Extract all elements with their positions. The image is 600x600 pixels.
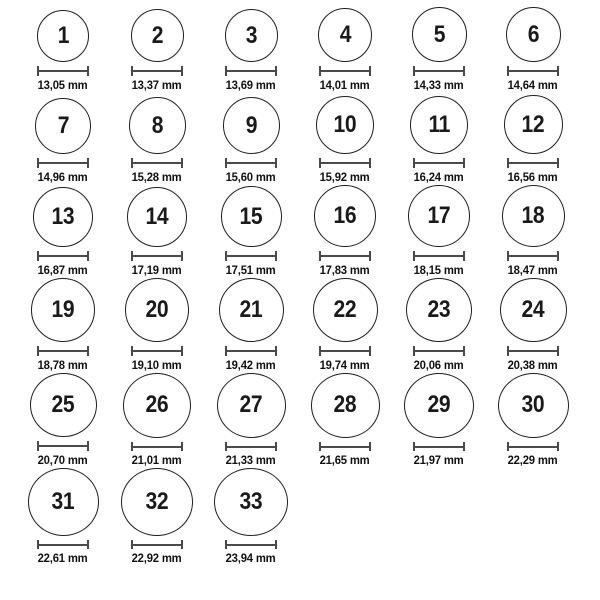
ring-size-number: 14 bbox=[145, 203, 169, 230]
ring-size-number: 10 bbox=[333, 111, 357, 138]
diameter-ruler-icon bbox=[413, 158, 465, 168]
ring-circle bbox=[225, 9, 278, 62]
ring-circle bbox=[123, 373, 191, 438]
ring-size-item bbox=[392, 278, 486, 373]
ring-size-number: 11 bbox=[428, 111, 450, 138]
ring-size-number: 20 bbox=[145, 296, 169, 323]
ring-circle bbox=[37, 10, 89, 62]
ring-size-item bbox=[110, 373, 204, 468]
ring-size-item bbox=[486, 185, 580, 278]
diameter-label: 17,19 mm bbox=[132, 263, 182, 277]
ring-circle bbox=[217, 373, 286, 438]
ring-size-number: 31 bbox=[51, 487, 75, 515]
ring-size-number: 17 bbox=[427, 202, 451, 229]
ring-circle bbox=[223, 97, 280, 154]
ring-size-number: 12 bbox=[521, 110, 545, 138]
ring-circle bbox=[316, 96, 374, 154]
diameter-label: 18,15 mm bbox=[414, 263, 464, 277]
ring-size-number: 32 bbox=[145, 487, 169, 515]
ring-circle bbox=[31, 278, 95, 342]
ring-circle bbox=[129, 97, 186, 154]
diameter-ruler-icon bbox=[225, 442, 277, 451]
ring-size-number: 21 bbox=[239, 296, 263, 324]
ring-circle bbox=[502, 185, 565, 247]
ring-size-number: 26 bbox=[145, 391, 169, 419]
ring-size-number: 19 bbox=[51, 296, 75, 323]
ring-size-number: 4 bbox=[339, 21, 351, 48]
diameter-label: 16,24 mm bbox=[414, 170, 464, 184]
diameter-ruler-icon bbox=[225, 346, 277, 356]
diameter-label: 17,83 mm bbox=[320, 263, 370, 277]
ring-circle bbox=[33, 187, 93, 247]
diameter-label: 18,78 mm bbox=[38, 358, 88, 372]
ring-size-item bbox=[392, 6, 486, 93]
diameter-label: 15,60 mm bbox=[226, 170, 276, 184]
diameter-label: 21,33 mm bbox=[226, 453, 276, 467]
diameter-ruler-icon bbox=[225, 540, 277, 549]
diameter-ruler-icon bbox=[507, 158, 559, 168]
ring-size-number: 28 bbox=[333, 391, 357, 419]
diameter-label: 21,97 mm bbox=[414, 453, 464, 467]
ring-circle bbox=[408, 185, 470, 247]
diameter-ruler-icon bbox=[131, 158, 183, 168]
diameter-ruler-icon bbox=[319, 346, 371, 356]
diameter-label: 22,29 mm bbox=[508, 453, 558, 467]
diameter-ruler-icon bbox=[131, 66, 183, 76]
diameter-ruler-icon bbox=[319, 66, 371, 76]
diameter-label: 16,56 mm bbox=[508, 170, 558, 184]
diameter-label: 19,42 mm bbox=[226, 358, 276, 372]
ring-size-number: 16 bbox=[333, 202, 357, 229]
ring-size-number: 2 bbox=[151, 21, 163, 49]
ring-size-item bbox=[486, 373, 580, 468]
ring-size-item bbox=[110, 278, 204, 373]
ring-circle bbox=[30, 373, 97, 437]
ring-circle bbox=[131, 9, 184, 62]
diameter-label: 16,87 mm bbox=[38, 263, 88, 277]
ring-size-item bbox=[16, 278, 110, 373]
ring-circle bbox=[121, 468, 193, 536]
ring-size-item bbox=[16, 6, 110, 93]
ring-circle bbox=[500, 278, 567, 342]
ring-size-item bbox=[298, 185, 392, 278]
diameter-ruler-icon bbox=[225, 251, 277, 261]
ring-circle bbox=[35, 98, 91, 154]
ring-circle bbox=[406, 278, 472, 342]
ring-size-item bbox=[110, 93, 204, 185]
ring-size-item bbox=[110, 6, 204, 93]
ring-size-number: 1 bbox=[57, 22, 69, 49]
diameter-label: 22,92 mm bbox=[132, 551, 182, 565]
ring-size-number: 25 bbox=[51, 391, 75, 419]
ring-size-number: 15 bbox=[239, 202, 263, 230]
ring-circle bbox=[311, 373, 380, 438]
diameter-label: 19,10 mm bbox=[132, 358, 182, 372]
ring-size-item bbox=[298, 278, 392, 373]
ring-size-item bbox=[298, 93, 392, 185]
diameter-ruler-icon bbox=[37, 66, 89, 76]
ring-circle bbox=[404, 373, 474, 438]
ring-size-item bbox=[16, 93, 110, 185]
diameter-label: 19,74 mm bbox=[320, 358, 370, 372]
ring-size-number: 29 bbox=[427, 391, 451, 419]
ring-circle bbox=[125, 278, 189, 342]
diameter-ruler-icon bbox=[413, 66, 465, 76]
diameter-ruler-icon bbox=[131, 346, 183, 356]
ring-size-number: 13 bbox=[51, 203, 75, 230]
ring-size-item bbox=[204, 468, 298, 566]
ring-size-item bbox=[204, 93, 298, 185]
diameter-label: 20,06 mm bbox=[414, 358, 464, 372]
ring-circle bbox=[28, 468, 99, 536]
ring-size-item bbox=[486, 93, 580, 185]
ring-size-number: 33 bbox=[239, 487, 263, 515]
ring-size-number: 27 bbox=[239, 391, 263, 419]
ring-size-item bbox=[392, 93, 486, 185]
ring-circle bbox=[410, 96, 468, 154]
diameter-label: 13,05 mm bbox=[38, 78, 88, 92]
diameter-ruler-icon bbox=[413, 346, 465, 356]
ring-size-number: 3 bbox=[245, 21, 257, 49]
ring-size-item bbox=[486, 278, 580, 373]
diameter-ruler-icon bbox=[37, 540, 89, 550]
diameter-ruler-icon bbox=[131, 251, 183, 261]
ring-size-item bbox=[204, 185, 298, 278]
ring-circle bbox=[504, 95, 563, 154]
diameter-label: 13,69 mm bbox=[226, 78, 276, 92]
diameter-label: 14,64 mm bbox=[508, 78, 558, 92]
diameter-label: 15,28 mm bbox=[132, 170, 182, 184]
diameter-ruler-icon bbox=[507, 251, 559, 261]
ring-circle bbox=[506, 7, 561, 62]
diameter-ruler-icon bbox=[225, 66, 277, 76]
ring-size-item bbox=[486, 6, 580, 93]
ring-circle bbox=[127, 187, 187, 247]
ring-size-number: 18 bbox=[521, 202, 545, 230]
ring-size-item bbox=[392, 185, 486, 278]
diameter-ruler-icon bbox=[319, 442, 371, 451]
ring-circle bbox=[221, 186, 282, 247]
diameter-label: 23,94 mm bbox=[226, 551, 276, 565]
diameter-ruler-icon bbox=[507, 66, 559, 76]
diameter-ruler-icon bbox=[319, 158, 371, 168]
ring-size-item bbox=[204, 278, 298, 373]
diameter-ruler-icon bbox=[413, 442, 465, 451]
ring-size-item bbox=[298, 6, 392, 93]
ring-circle bbox=[318, 8, 372, 62]
diameter-label: 15,92 mm bbox=[320, 170, 370, 184]
diameter-label: 21,01 mm bbox=[132, 453, 182, 467]
ring-circle bbox=[314, 185, 376, 247]
diameter-ruler-icon bbox=[131, 442, 183, 451]
ring-circle bbox=[214, 468, 288, 536]
ring-size-number: 24 bbox=[521, 296, 545, 324]
diameter-ruler-icon bbox=[37, 346, 89, 356]
ring-circle bbox=[313, 278, 378, 342]
diameter-label: 20,70 mm bbox=[38, 453, 88, 467]
ring-size-number: 22 bbox=[333, 296, 357, 324]
diameter-label: 17,51 mm bbox=[226, 263, 276, 277]
diameter-label: 14,01 mm bbox=[320, 78, 370, 92]
ring-size-item bbox=[204, 373, 298, 468]
ring-size-item bbox=[110, 468, 204, 566]
diameter-label: 21,65 mm bbox=[320, 453, 370, 467]
ring-circle bbox=[412, 7, 467, 62]
diameter-ruler-icon bbox=[225, 158, 277, 168]
diameter-ruler-icon bbox=[319, 251, 371, 261]
ring-size-number: 5 bbox=[433, 20, 445, 48]
ring-size-item bbox=[204, 6, 298, 93]
diameter-label: 22,61 mm bbox=[38, 551, 88, 565]
ring-size-item bbox=[298, 373, 392, 468]
ring-size-number: 30 bbox=[521, 391, 545, 419]
ring-size-number: 23 bbox=[427, 296, 451, 324]
diameter-ruler-icon bbox=[507, 346, 559, 356]
ring-size-number: 6 bbox=[527, 20, 539, 48]
diameter-label: 14,33 mm bbox=[414, 78, 464, 92]
diameter-ruler-icon bbox=[37, 158, 89, 168]
diameter-ruler-icon bbox=[131, 540, 183, 549]
ring-size-item bbox=[16, 468, 110, 566]
ring-size-item bbox=[16, 185, 110, 278]
diameter-label: 20,38 mm bbox=[508, 358, 558, 372]
diameter-ruler-icon bbox=[37, 251, 89, 261]
diameter-label: 13,37 mm bbox=[132, 78, 182, 92]
diameter-ruler-icon bbox=[507, 442, 559, 451]
ring-size-number: 9 bbox=[245, 111, 257, 139]
ring-size-item bbox=[392, 373, 486, 468]
diameter-ruler-icon bbox=[413, 251, 465, 261]
ring-size-item bbox=[16, 373, 110, 468]
diameter-label: 18,47 mm bbox=[508, 263, 558, 277]
diameter-ruler-icon bbox=[37, 441, 89, 451]
ring-circle bbox=[498, 373, 569, 438]
ring-size-item bbox=[110, 185, 204, 278]
ring-size-number: 8 bbox=[151, 111, 163, 139]
ring-circle bbox=[219, 278, 284, 342]
diameter-label: 14,96 mm bbox=[38, 170, 88, 184]
ring-size-number: 7 bbox=[57, 112, 69, 139]
